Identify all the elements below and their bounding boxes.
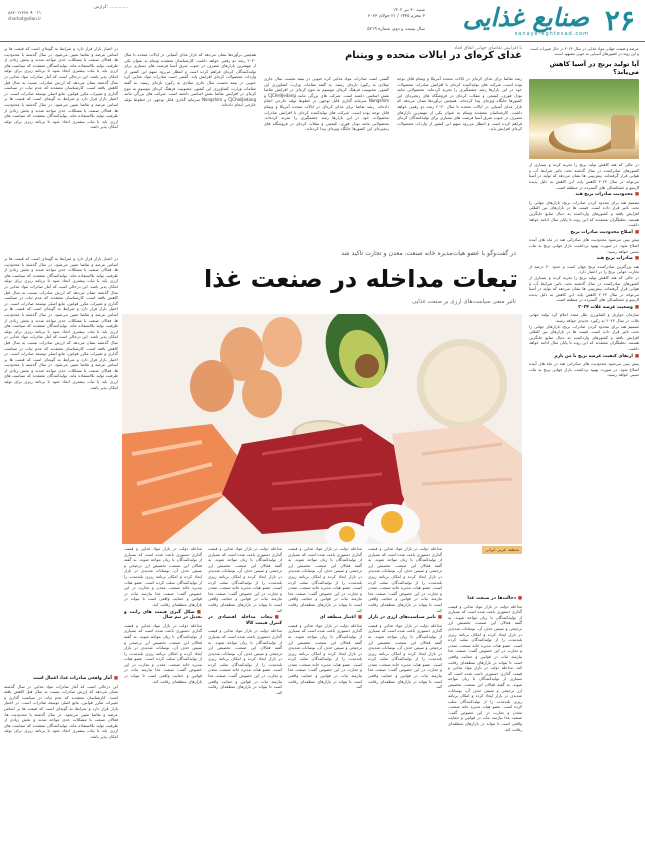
bullet-icon: ■ [634,192,639,198]
left-col-text-8: این درحالی است که آمار صادرات مواد غذایی در سال گذشته نشان می‌دهد که ارزش صادرات نسبت به سال قبل کاهش یافته است. کارشناسان معتقدند که عدم ثبات در سیاست گذاری و تغییرات مکرر قوانین، مانع اصلی توسعه صادرات است. [4,683,118,706]
sidebar-body-1: در حالی که هند کاهش تولید برنج را تجربه کرده و بسیاری از کشورهای صادرکننده در سال گذشته تحت تاثیر شرایط آب و هوایی قرار گرفته‌اند، پیش‌بینی ها نشان می‌دهد که تولید در آسیا می‌تواند در سال ۲۰۲۴ کاهش یابد. این کاهش به دلیل پدیده ال‌نینو و خشکسالی های گسترده در منطقه است. [529,162,639,190]
bullet-icon: ■ [634,353,639,359]
site-url[interactable]: sanaye-eghtesad.com [514,31,589,37]
left-col-text-7: در اختیار بازار قرار دارد و شرایط به گونه‌ای است که قیمت ها بر اساس عرضه و تقاضا تعیین می‌شود. در سال گذشته با محدودیت ها، فعالان صنعت با مشکلات جدی مواجه شدند و بخش زیادی از ظرفیت تولید بلااستفاده ماند. تولیدکنندگان معتقدند که سیاست های ارزی باید با ثبات بیشتری اتخاذ شود تا برنامه ریزی برای تولید امکان پذیر باشد. [4,351,118,390]
sidebar-subhead-3-text: صادرات برنج هند [596,256,633,262]
top-article-title: غذای کره‌ای در ایالات متحده و ویتنام [345,50,522,61]
feature-subhead-3 [288,615,362,621]
feature-col-5-text-b: مداخله دولت در بازار مواد غذایی و قیمت گذاری دستوری باعث شده است که بسیاری از تولیدکنندگان با زیان مواجه شوند. به گفته فعالان این صنعت، تخصیص ارز ترجیحی و سپس حذف آن، نوسانات شدیدی در بازار ایجاد کرده و امکان برنامه ریزی بلندمدت را از تولیدکنندگان سلب کرده است. عضو هیات مدیره خانه صنعت، معدن و تجارت در این خصوص گفت: صنعت غذا نیازمند ثبات در قوانین و حمایت واقعی است تا بتواند در بازارهای منطقه‌ای رقابت کند. [124,622,202,684]
sidebar-intro: عرضه و قیمت جهانی مواد غذایی در سال ۲۰۲۴ در حال تغییرات است و این روند در کشورهای آسیایی به خوبی مشهود است. [530,46,639,57]
top-article-col-2 [264,76,389,241]
sidebar-subhead-2-text: اصلاح محدودیت صادرات برنج [570,229,633,235]
source-box [452,546,522,592]
feature-col-2 [368,546,442,832]
rice-bowl-image [549,123,619,153]
bullet-icon: ■ [196,609,202,615]
date-hijri-gregorian: ۳ محرم ۱۴۴۵ / ۲۱ جولای ۲۰۲۳ [367,14,425,19]
feature-col-2-text: مداخله دولت در بازار مواد غذایی و قیمت گذاری دستوری باعث شده است که بسیاری از تولیدکنندگان با زیان مواجه شوند. به گفته فعالان این صنعت، تخصیص ارز ترجیحی و سپس حذف آن، نوسانات شدیدی در بازار ایجاد کرده و امکان برنامه ریزی بلندمدت را از تولیدکنندگان سلب کرده است. عضو هیات مدیره خانه صنعت، معدن و تجارت در این خصوص گفت: صنعت غذا نیازمند ثبات در قوانین و حمایت واقعی است تا بتواند در بازارهای منطقه‌ای رقابت کند. [368,546,442,613]
feature-subhead-4-text: تبعات مداخله اقتصادی در کنترل قیمت کالا [208,615,282,626]
top-article-text-c-cont: همچنین برآوردها نشان می‌دهد که بازار غذای آسیایی در ایالات متحده تا سال ۲۰۳۰ رشد دو رقمی خواهد داشت. کارشناسان معتقدند ویتنام به عنوان یکی از مهمترین بازارهای مصرف در جنوب شرق آسیا فرصت های بسیاری برای تولیدکنندگان کره‌ای فراهم کرده است و انتظار می‌رود سهم این کشور از واردات محصولات کره‌ای افزایش یابد. [124,52,256,80]
sidebar-subhead-5-text: ارتقای کیفیت عرضه برنج با من بازم [554,353,633,359]
sidebar-subhead-5 [529,354,639,360]
page-number: ۲۶ [604,4,635,37]
left-column [4,46,118,836]
top-article-text-c: همچنین برآوردها نشان می‌دهد که بازار غذای آسیایی در ایالات متحده تا سال ۲۰۳۰ رشد دو رقمی خواهد داشت. کارشناسان معتقدند ویتنام به عنوان یکی از مهمترین بازارهای مصرف در جنوب شرق آسیا فرصت های بسیاری برای تولیدکنندگان کره‌ای فراهم کرده است و انتظار می‌رود سهم این کشور از واردات محصولات کره‌ای افزایش یابد. [397,98,522,132]
sidebar-body-2-repeat: تصمیم هند برای محدود کردن صادرات برنج، بازارهای جهانی را تحت تاثیر قرار داده است. قیمت ها در بازارهای بین المللی افزایش یافته و کشورهای واردکننده به دنبال منابع جایگزین هستند. تحلیلگران معتقدند که این روند تا پایان سال ادامه خواهد داشت. [529,323,639,352]
sidebar-rice-article [529,46,639,836]
top-article-text-b: گفتنی است صادرات مواد غذایی کره جنوبی در نیمه نخست سال جاری میلادی به رکورد تازه‌ای رسید. به گفته مقامات وزارت کشاورزی این کشور، محبوبیت فرهنگ کره‌ای موسوم به موج کره‌ای در افزایش تقاضا نقش اساسی داشته است. شرکت های بزرگی مانند CJCheilJedang و Nongshim سرمایه گذاری قابل توجهی در خطوط تولید خارجی انجام داده‌اند. [264,76,389,109]
top-article-text-a-cont: رشد تقاضا برای غذای کره‌ای در ایالات متحده آمریکا و ویتنام قابل توجه بوده است. شرکت های تولیدکننده کره‌ای با افزایش صادرات محصولات خود در این بازارها رشد چشمگیری را تجربه کرده‌اند. محصولاتی مانند نودل فوری، کیمچی و تنقلات کره‌ای در فروشگاه های زنجیره‌ای این کشورها جایگاه ویژه‌ای پیدا کرده‌اند. [264,103,389,132]
left-col-text-9: در اختیار بازار قرار دارد و شرایط به گونه‌ای است که قیمت ها بر اساس عرضه و تقاضا تعیین می‌شود. در سال گذشته با محدودیت ها، فعالان صنعت با مشکلات جدی مواجه شدند و بخش زیادی از ظرفیت تولید بلااستفاده ماند. تولیدکنندگان معتقدند که سیاست های ارزی باید با ثبات بیشتری اتخاذ شود تا برنامه ریزی برای تولید امکان پذیر باشد. [4,700,118,739]
feature-subhead-1 [448,596,522,602]
feature-col-3 [288,546,362,832]
feature-subhead-2 [368,615,442,621]
top-article-col-3 [124,52,256,242]
page-header [0,0,645,42]
top-article-col-1 [397,76,522,241]
top-article-text-a: رشد تقاضا برای غذای کره‌ای در ایالات متحده آمریکا و ویتنام قابل توجه بوده است. شرکت های تولیدکننده کره‌ای با افزایش صادرات محصولات خود در این بازارها رشد چشمگیری را تجربه کرده‌اند. محصولاتی مانند نودل فوری، کیمچی و تنقلات کره‌ای در فروشگاه های زنجیره‌ای این کشورها جایگاه ویژه‌ای پیدا کرده‌اند. [397,76,522,104]
date-persian: شنبه ۳۰ تیر ۱۴۰۲ [392,8,425,13]
left-col-text-1: در اختیار بازار قرار دارد و شرایط به گونه‌ای است که قیمت ها بر اساس عرضه و تقاضا تعیین می‌شود. در سال گذشته با محدودیت ها، فعالان صنعت با مشکلات جدی مواجه شدند و بخش زیادی از ظرفیت تولید بلااستفاده ماند. تولیدکنندگان معتقدند که سیاست های ارزی باید با ثبات بیشتری اتخاذ شود تا برنامه ریزی برای تولید امکان پذیر باشد. [4,46,118,79]
feature-col-5 [124,546,202,832]
sidebar-subhead-1-text: محدودیت صادرات برنج هند [575,192,633,198]
sidebar-subhead-4-text: وضعیت عرضه غلات ۲۰۲۴ [578,304,633,310]
feature-col-1 [448,594,522,832]
top-article-supertitle: با افزایش تقاضای جهانی اتفاق افتاد [454,46,522,51]
feature-col-4 [208,546,282,832]
editor-label: گزارش: .............. [94,4,128,9]
left-col-top [4,46,118,242]
sidebar-subhead-2 [529,230,639,236]
left-col-text-3: در اختیار بازار قرار دارد و شرایط به گونه‌ای است که قیمت ها بر اساس عرضه و تقاضا تعیین می‌شود. در سال گذشته با محدودیت ها، فعالان صنعت با مشکلات جدی مواجه شدند و بخش زیادی از ظرفیت تولید بلااستفاده ماند. تولیدکنندگان معتقدند که سیاست های ارزی باید با ثبات بیشتری اتخاذ شود تا برنامه ریزی برای تولید امکان پذیر باشد. [4,256,118,289]
feature-col-3-text-b: مداخله دولت در بازار مواد غذایی و قیمت گذاری دستوری باعث شده است که بسیاری از تولیدکنندگان با زیان مواجه شوند. به گفته فعالان این صنعت، تخصیص ارز ترجیحی و سپس حذف آن، نوسانات شدیدی در بازار ایجاد کرده و امکان برنامه ریزی بلندمدت را از تولیدکنندگان سلب کرده است. عضو هیات مدیره خانه صنعت، معدن و تجارت در این خصوص گفت: صنعت غذا نیازمند ثبات در قوانین و حمایت واقعی است تا بتواند در بازارهای منطقه‌ای رقابت کند. [288,622,362,690]
feature-subhead-3-text: اعتبار منطقه ای [319,615,356,621]
sidebar-subhead-4 [529,305,639,311]
sidebar-body-4: هند بزرگترین صادرکننده برنج جهان است و حدود ۴۰ درصد از تجارت جهانی برنج را در اختیار دارد. [529,263,639,275]
editor-phone: ۸۸۷۰۱۲۷۶۸ ⁕ ۰۲۱ [8,10,42,15]
left-col-subhead-text: آمار واقعی صادرات غذا، اعمال است [33,676,112,681]
date-info [368,8,425,20]
left-col-subhead [4,676,118,682]
sidebar-body-5: سازمان خواربار و کشاورزی ملل متحد اعلام کرد تولید جهانی غلات در سال ۲۰۲۴ به رکورد جدیدی خواهد رسید. [529,312,639,324]
sidebar-body-2: تصمیم هند برای محدود کردن صادرات برنج، بازارهای جهانی را تحت تاثیر قرار داده است. قیمت ها در بازارهای بین المللی افزایش یافته و کشورهای واردکننده به دنبال منابع جایگزین هستند. تحلیلگران معتقدند که این روند تا پایان سال ادامه خواهد داشت. [529,199,639,228]
left-col-mid [4,256,118,674]
bullet-icon: ■ [517,596,522,601]
top-article [122,46,522,246]
feature-col-2-text-b: مداخله دولت در بازار مواد غذایی و قیمت گذاری دستوری باعث شده است که بسیاری از تولیدکنندگان با زیان مواجه شوند. به گفته فعالان این صنعت، تخصیص ارز ترجیحی و سپس حذف آن، نوسانات شدیدی در بازار ایجاد کرده و امکان برنامه ریزی بلندمدت را از تولیدکنندگان سلب کرده است. عضو هیات مدیره خانه صنعت، معدن و تجارت در این خصوص گفت: صنعت غذا نیازمند ثبات در قوانین و حمایت واقعی است تا بتواند در بازارهای منطقه‌ای رقابت کند. [368,622,442,690]
feature-body [122,546,522,836]
feature-title: تبعات مداخله در صنعت غذا [203,265,518,293]
sidebar-subhead-1 [529,192,639,198]
feature-subhead-1-text: دخالت‌ها در صنعت غذا [467,596,516,601]
feature-article [122,244,522,544]
editor-email[interactable]: sharkat@dian.ir [8,16,42,21]
sidebar-title: آیا تولید برنج در آسیا کاهش می‌یابد؟ [549,59,639,77]
feature-subtitle: تاثیر منفی سیاست‌های ارزی بر صنعت غذایی [412,299,516,305]
left-col-text-1b: در اختیار بازار قرار دارد و شرایط به گونه‌ای است که قیمت ها بر اساس عرضه و تقاضا تعیین می‌شود. در سال گذشته با محدودیت ها، فعالان صنعت با مشکلات جدی مواجه شدند و بخش زیادی از ظرفیت تولید بلااستفاده ماند. تولیدکنندگان معتقدند که سیاست های ارزی باید با ثبات بیشتری اتخاذ شود تا برنامه ریزی برای تولید امکان پذیر باشد. [4,90,118,130]
feature-subhead-2-text: تاثیر سیاست‌های ارزی در بازار [368,615,436,621]
feature-col-4-text: مداخله دولت در بازار مواد غذایی و قیمت گذاری دستوری باعث شده است که بسیاری از تولیدکنندگان با زیان مواجه شوند. به گفته فعالان این صنعت، تخصیص ارز ترجیحی و سپس حذف آن، نوسانات شدیدی در بازار ایجاد کرده و امکان برنامه ریزی بلندمدت را از تولیدکنندگان سلب کرده است. عضو هیات مدیره خانه صنعت، معدن و تجارت در این خصوص گفت: صنعت غذا نیازمند ثبات در قوانین و حمایت واقعی است تا بتواند در بازارهای منطقه‌ای رقابت کند. [208,546,282,613]
feature-subhead-4 [208,615,282,626]
sidebar-body-1-repeat: در حالی که هند کاهش تولید برنج را تجربه کرده و بسیاری از کشورهای صادرکننده در سال گذشته تحت تاثیر شرایط آب و هوایی قرار گرفته‌اند، پیش‌بینی ها نشان می‌دهد که تولید در آسیا می‌تواند در سال ۲۰۲۴ کاهش یابد. این کاهش به دلیل پدیده ال‌نینو و خشکسالی های گسترده در منطقه است. [529,274,639,303]
sidebar-body-3-repeat: پیش بینی می‌شود محدودیت های صادراتی هند در ماه های آینده اصلاح شود. در صورت بهبود برداشت، بازار جهانی برنج به ثبات نسبی خواهد رسید. [529,361,639,378]
feature-subhead-5-text: شکل گیری قیمت های رانت و تعدیل در نیم سال [124,609,202,621]
left-col-text-6: این درحالی است که آمار صادرات مواد غذایی در سال گذشته نشان می‌دهد که ارزش صادرات نسبت به سال قبل کاهش یافته است. کارشناسان معتقدند که عدم ثبات در سیاست گذاری و تغییرات مکرر قوانین، مانع اصلی توسعه صادرات است. [4,334,118,357]
source-tag: منطقه عربی ایرانی [482,546,522,554]
bullet-icon: ■ [357,615,362,621]
left-col-text-2: این درحالی است که آمار صادرات مواد غذایی در سال گذشته نشان می‌دهد که ارزش صادرات نسبت به سال قبل کاهش یافته است. کارشناسان معتقدند که عدم ثبات در سیاست گذاری و تغییرات مکرر قوانین، مانع اصلی توسعه صادرات است. [4,73,118,96]
left-col-text-4: این درحالی است که آمار صادرات مواد غذایی در سال گذشته نشان می‌دهد که ارزش صادرات نسبت به سال قبل کاهش یافته است. کارشناسان معتقدند که عدم ثبات در سیاست گذاری و تغییرات مکرر قوانین، مانع اصلی توسعه صادرات است. [4,283,118,306]
feature-col-3-text: مداخله دولت در بازار مواد غذایی و قیمت گذاری دستوری باعث شده است که بسیاری از تولیدکنندگان با زیان مواجه شوند. به گفته فعالان این صنعت، تخصیص ارز ترجیحی و سپس حذف آن، نوسانات شدیدی در بازار ایجاد کرده و امکان برنامه ریزی بلندمدت را از تولیدکنندگان سلب کرده است. عضو هیات مدیره خانه صنعت، معدن و تجارت در این خصوص گفت: صنعت غذا نیازمند ثبات در قوانین و حمایت واقعی است تا بتواند در بازارهای منطقه‌ای رقابت کند. [288,546,362,613]
feature-col-4-text-b: مداخله دولت در بازار مواد غذایی و قیمت گذاری دستوری باعث شده است که بسیاری از تولیدکنندگان با زیان مواجه شوند. به گفته فعالان این صنعت، تخصیص ارز ترجیحی و سپس حذف آن، نوسانات شدیدی در بازار ایجاد کرده و امکان برنامه ریزی بلندمدت را از تولیدکنندگان سلب کرده است. عضو هیات مدیره خانه صنعت، معدن و تجارت در این خصوص گفت: صنعت غذا نیازمند ثبات در قوانین و حمایت واقعی است تا بتواند در بازارهای منطقه‌ای رقابت کند. [208,628,282,695]
bullet-icon: ■ [634,256,639,262]
left-col-bottom [4,684,118,834]
left-col-text-5: در اختیار بازار قرار دارد و شرایط به گونه‌ای است که قیمت ها بر اساس عرضه و تقاضا تعیین می‌شود. در سال گذشته با محدودیت ها، فعالان صنعت با مشکلات جدی مواجه شدند و بخش زیادی از ظرفیت تولید بلااستفاده ماند. تولیدکنندگان معتقدند که سیاست های ارزی باید با ثبات بیشتری اتخاذ شود تا برنامه ریزی برای تولید امکان پذیر باشد. [4,300,118,340]
bullet-icon: ■ [437,615,442,621]
feature-col-5-text: مداخله دولت در بازار مواد غذایی و قیمت گذاری دستوری باعث شده است که بسیاری از تولیدکنندگان با زیان مواجه شوند. به گفته فعالان این صنعت، تخصیص ارز ترجیحی و سپس حذف آن، نوسانات شدیدی در بازار ایجاد کرده و امکان برنامه ریزی بلندمدت را از تولیدکنندگان سلب کرده است. عضو هیات مدیره خانه صنعت، معدن و تجارت در این خصوص گفت: صنعت غذا نیازمند ثبات در قوانین و حمایت واقعی است تا بتواند در بازارهای منطقه‌ای رقابت کند. [124,546,202,607]
section-logo: صنایع غذایی [462,3,589,32]
food-photo [122,314,522,544]
bullet-icon: ■ [274,615,282,621]
sidebar-subhead-3 [529,256,639,262]
feature-subhead-5 [124,610,202,621]
feature-supertitle: در گفت‌وگو با عضو هیات‌مدیره خانه صنعت، معدن و تجارت تاکید شد [341,250,516,257]
feature-col-1-text-b: مداخله دولت در بازار مواد غذایی و قیمت گذاری دستوری باعث شده است که بسیاری از تولیدکنندگان با زیان مواجه شوند. به گفته فعالان این صنعت، تخصیص ارز ترجیحی و سپس حذف آن، نوسانات شدیدی در بازار ایجاد کرده و امکان برنامه ریزی بلندمدت را از تولیدکنندگان سلب کرده است. عضو هیات مدیره خانه صنعت، معدن و تجارت در این خصوص گفت: صنعت غذا نیازمند ثبات در قوانین و حمایت واقعی است تا بتواند در بازارهای منطقه‌ای رقابت کند. [448,665,522,732]
editor-info [8,4,128,22]
bullet-icon: ■ [113,676,118,681]
rice-photo [529,79,639,159]
feature-col-1-text: مداخله دولت در بازار مواد غذایی و قیمت گذاری دستوری باعث شده است که بسیاری از تولیدکنندگان با زیان مواجه شوند. به گفته فعالان این صنعت، تخصیص ارز ترجیحی و سپس حذف آن، نوسانات شدیدی در بازار ایجاد کرده و امکان برنامه ریزی بلندمدت را از تولیدکنندگان سلب کرده است. عضو هیات مدیره خانه صنعت، معدن و تجارت در این خصوص گفت: صنعت غذا نیازمند ثبات در قوانین و حمایت واقعی است تا بتواند در بازارهای منطقه‌ای رقابت کند. [448,603,522,671]
sidebar-body-3: پیش بینی می‌شود محدودیت های صادراتی هند در ماه های آینده اصلاح شود. در صورت بهبود برداشت، بازار جهانی برنج به ثبات نسبی خواهد رسید. [529,237,639,254]
issue-number: سال بیست و دوم، شماره ۵۲۱۹ [367,27,425,32]
top-article-text-b-cont: گفتنی است صادرات مواد غذایی کره جنوبی در نیمه نخست سال جاری میلادی به رکورد تازه‌ای رسید. به گفته مقامات وزارت کشاورزی این کشور، محبوبیت فرهنگ کره‌ای موسوم به موج کره‌ای در افزایش تقاضا نقش اساسی داشته است. شرکت های بزرگی مانند CJCheilJedang و Nongshim سرمایه گذاری قابل توجهی در خطوط تولید خارجی انجام داده‌اند. [124,74,256,108]
food-illustration [122,314,522,544]
rice-sack-image [611,115,635,149]
bullet-icon: ■ [634,229,639,235]
bullet-icon: ■ [634,304,639,310]
